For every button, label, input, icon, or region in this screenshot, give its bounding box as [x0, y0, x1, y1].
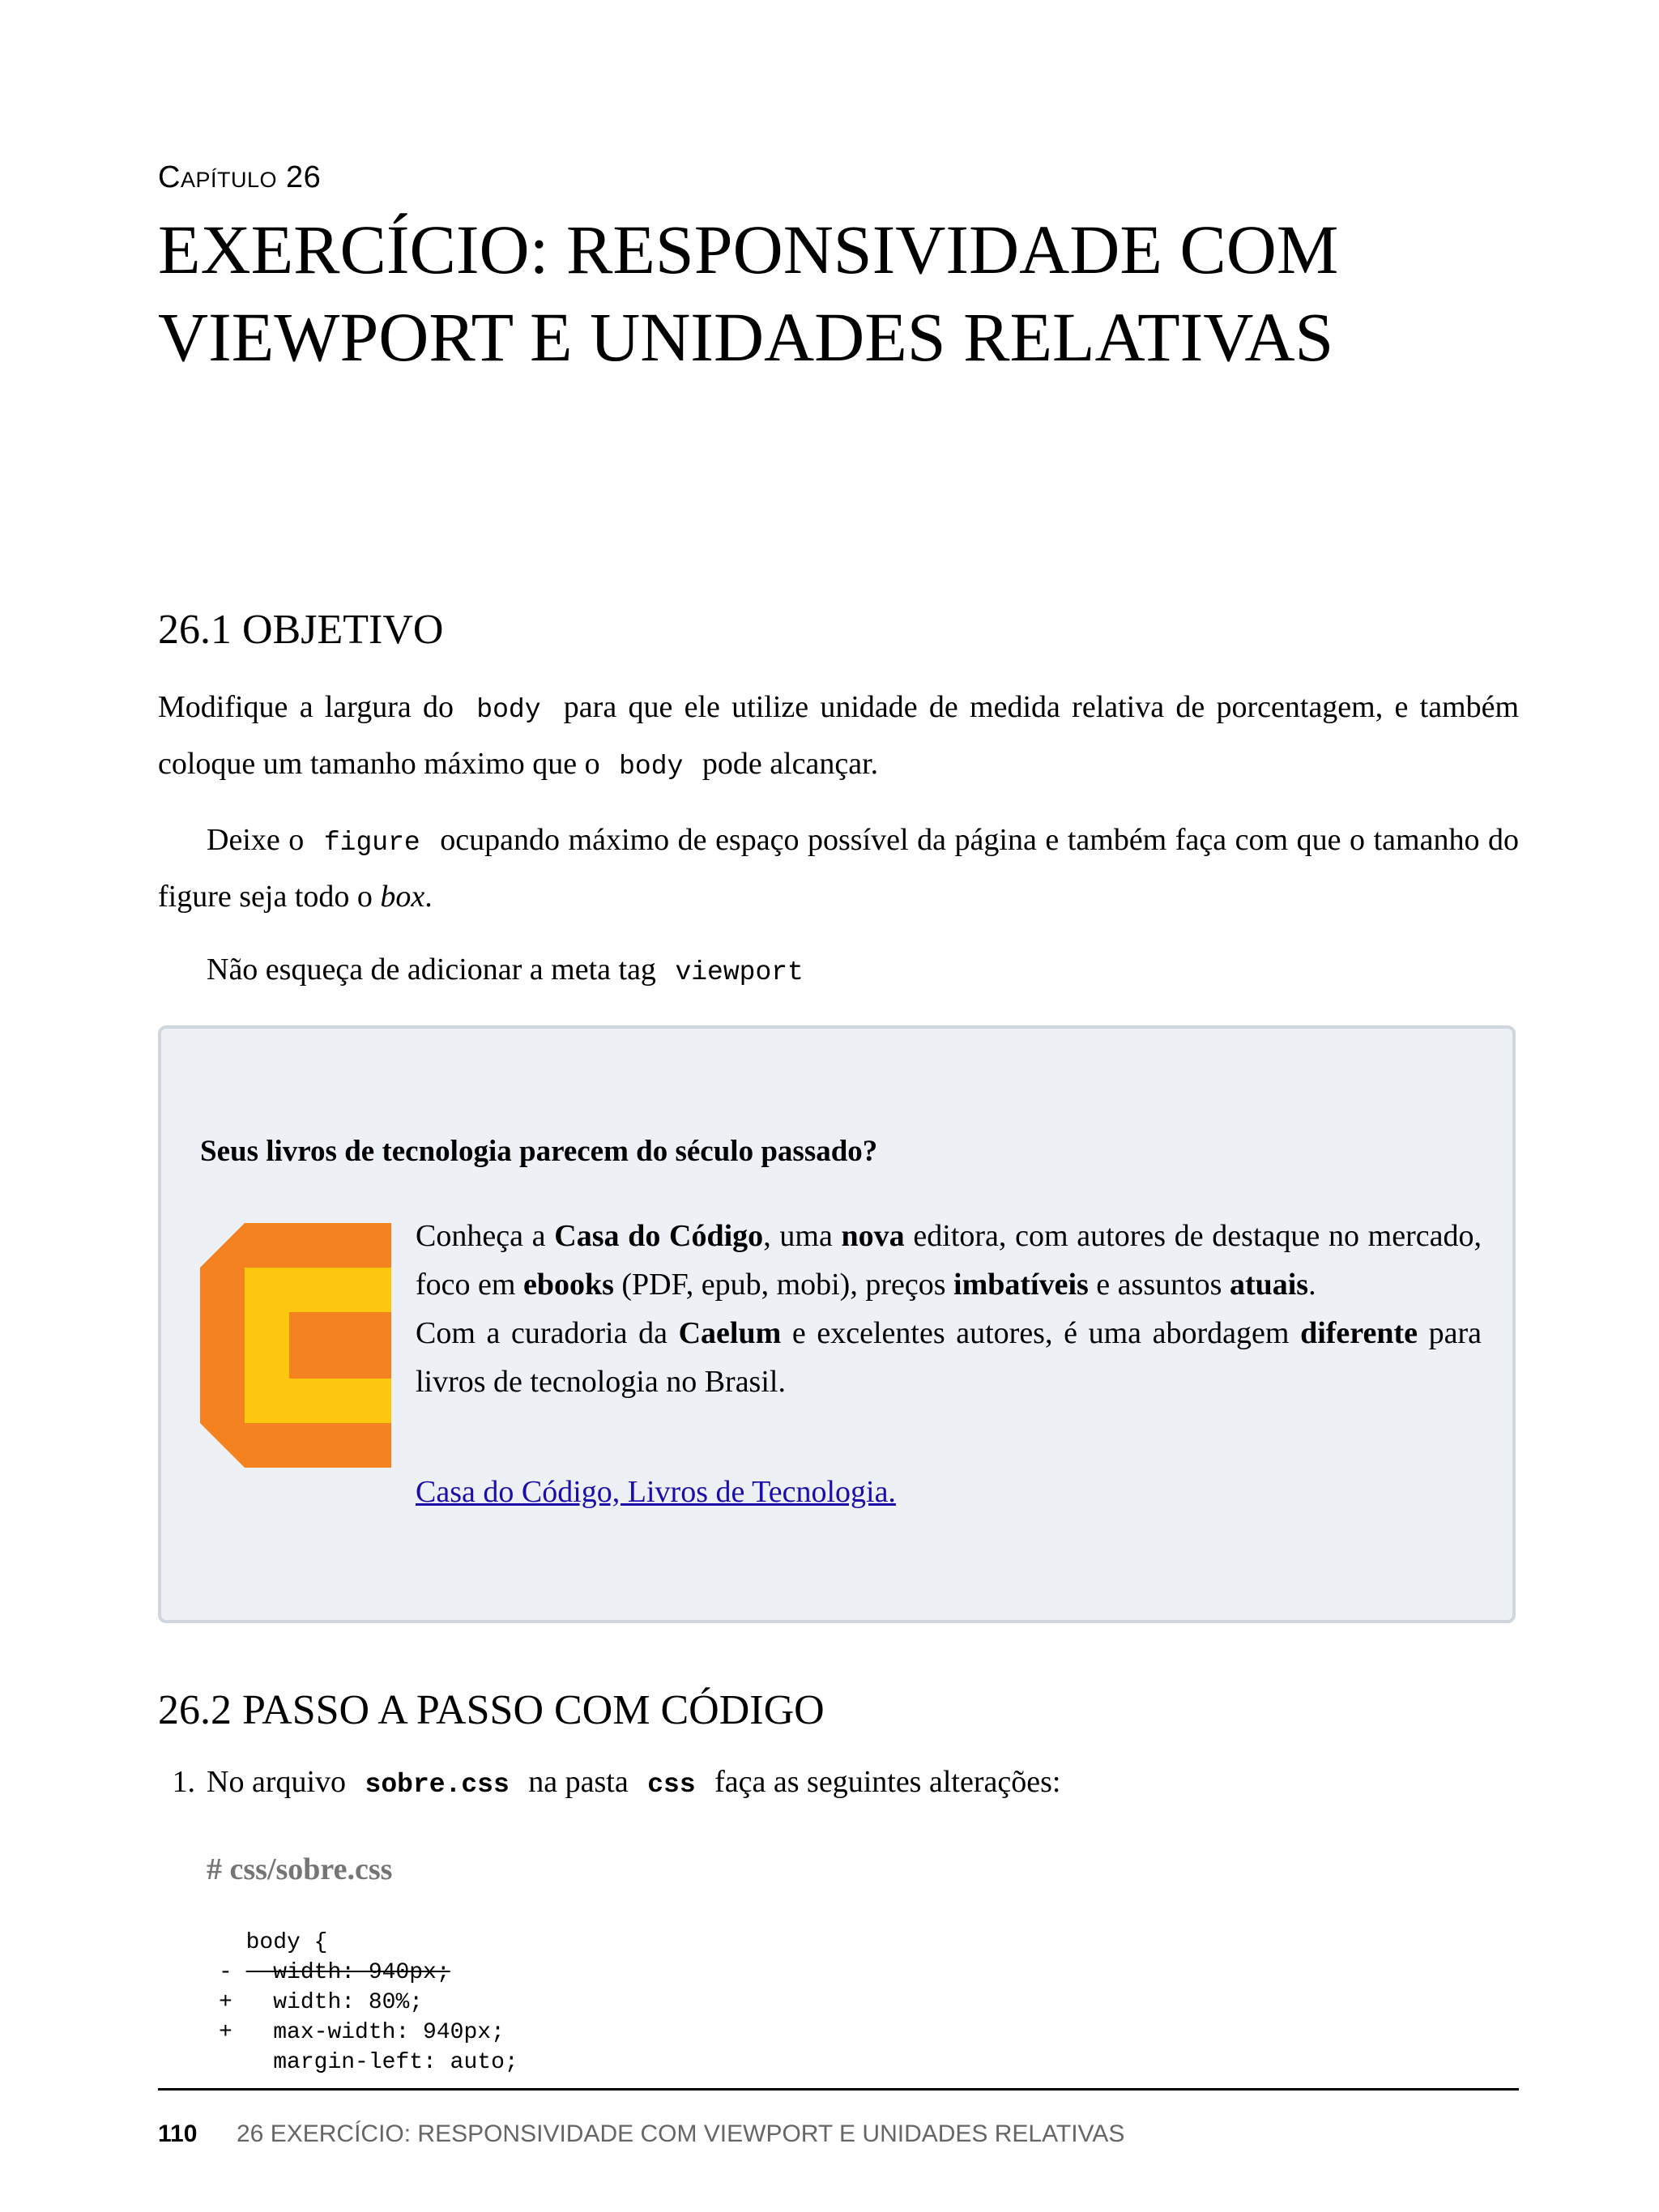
text: Deixe o — [207, 823, 305, 857]
inline-code: body — [476, 695, 541, 725]
page-footer — [158, 2120, 1124, 2148]
text: Não esqueça de adicionar a meta tag — [207, 953, 656, 987]
code-line — [219, 1988, 518, 2018]
section-title-objetivo: 26.1 OBJETIVO — [158, 607, 444, 653]
code-text-removed: width: 940px; — [245, 1960, 450, 1985]
bold-text: imbatíveis — [953, 1268, 1089, 1302]
bold-text: atuais — [1229, 1268, 1309, 1302]
promo-box — [158, 1025, 1516, 1623]
text: faça as seguintes alterações: — [714, 1765, 1061, 1799]
text: No arquivo — [207, 1765, 347, 1799]
text: editora, com autores de destaque no mercado, foco em — [416, 1219, 1482, 1302]
page-number: 110 — [158, 2120, 198, 2147]
text: pode alcançar. — [702, 747, 879, 781]
inline-code: body — [619, 752, 684, 782]
code-line — [219, 1928, 518, 1958]
casa-do-codigo-logo — [200, 1223, 391, 1468]
promo-text — [416, 1212, 1482, 1406]
list-item — [158, 1764, 1060, 1800]
code-text: width: 80%; — [245, 1990, 424, 2015]
code-text: margin-left: auto; — [245, 2050, 518, 2075]
code-line — [219, 2018, 518, 2048]
promo-heading: Seus livros de tecnologia parecem do século passado? — [200, 1135, 878, 1168]
chapter-label: Capítulo 26 — [158, 160, 322, 194]
code-line — [219, 2048, 518, 2078]
bold-text: nova — [841, 1219, 905, 1253]
inline-code: figure — [323, 828, 420, 858]
code-file-title: # css/sobre.css — [207, 1852, 393, 1886]
bold-text: diferente — [1300, 1316, 1418, 1350]
logo-outer-shape — [200, 1223, 391, 1468]
code-line — [219, 1958, 518, 1988]
list-number: 1. — [172, 1765, 195, 1799]
diff-prefix — [219, 2050, 232, 2075]
code-text: body { — [245, 1930, 328, 1955]
text: Conheça a — [416, 1219, 555, 1253]
inline-code: css — [647, 1770, 696, 1800]
text: . — [424, 880, 433, 914]
paragraph-objective — [158, 680, 1519, 794]
diff-prefix: - — [219, 1960, 232, 1985]
emphasis-text: box — [380, 880, 425, 914]
text: na pasta — [528, 1765, 629, 1799]
chapter-title-line2: VIEWPORT E UNIDADES RELATIVAS — [158, 298, 1334, 376]
bold-text: Caelum — [678, 1316, 782, 1350]
chapter-title — [158, 206, 1519, 381]
text: ocupando máximo de espaço possível da página e também faça com que o tamanho do figure seja todo o — [158, 823, 1519, 914]
text: para que ele utilize unidade de medida relativa de porcentagem, e também coloque um tamanho máximo que o — [158, 690, 1520, 781]
code-text: max-width: 940px; — [245, 2020, 505, 2045]
text: . — [1308, 1268, 1316, 1302]
code-block — [219, 1928, 518, 2078]
text: Modifique a largura do — [158, 690, 454, 724]
text: e assuntos — [1088, 1268, 1230, 1302]
bold-text: ebooks — [522, 1268, 614, 1302]
page — [158, 0, 1519, 2212]
text: , uma — [763, 1219, 842, 1253]
paragraph-figure — [158, 813, 1519, 923]
chapter-title-line1: EXERCÍCIO: RESPONSIVIDADE COM — [158, 211, 1339, 288]
inline-code: viewport — [675, 957, 804, 987]
text: Com a curadoria da — [416, 1316, 679, 1350]
diff-prefix: + — [219, 1990, 232, 2015]
footer-divider — [158, 2088, 1519, 2091]
text: para livros de tecnologia no Brasil. — [416, 1316, 1482, 1399]
running-title: 26 EXERCÍCIO: RESPONSIVIDADE COM VIEWPORT E UNIDADES RELATIVAS — [237, 2120, 1125, 2147]
bold-text: Casa do Código — [554, 1219, 764, 1253]
casa-do-codigo-link[interactable]: Casa do Código, Livros de Tecnologia. — [416, 1475, 896, 1509]
text: e excelentes autores, é uma abordagem — [781, 1316, 1301, 1350]
inline-code: sobre.css — [365, 1770, 510, 1800]
diff-prefix — [219, 1930, 232, 1955]
diff-prefix: + — [219, 2020, 232, 2045]
section-title-passo-a-passo: 26.2 PASSO A PASSO COM CÓDIGO — [158, 1687, 825, 1733]
paragraph-viewport — [158, 943, 1519, 999]
text: (PDF, epub, mobi), preços — [613, 1268, 954, 1302]
